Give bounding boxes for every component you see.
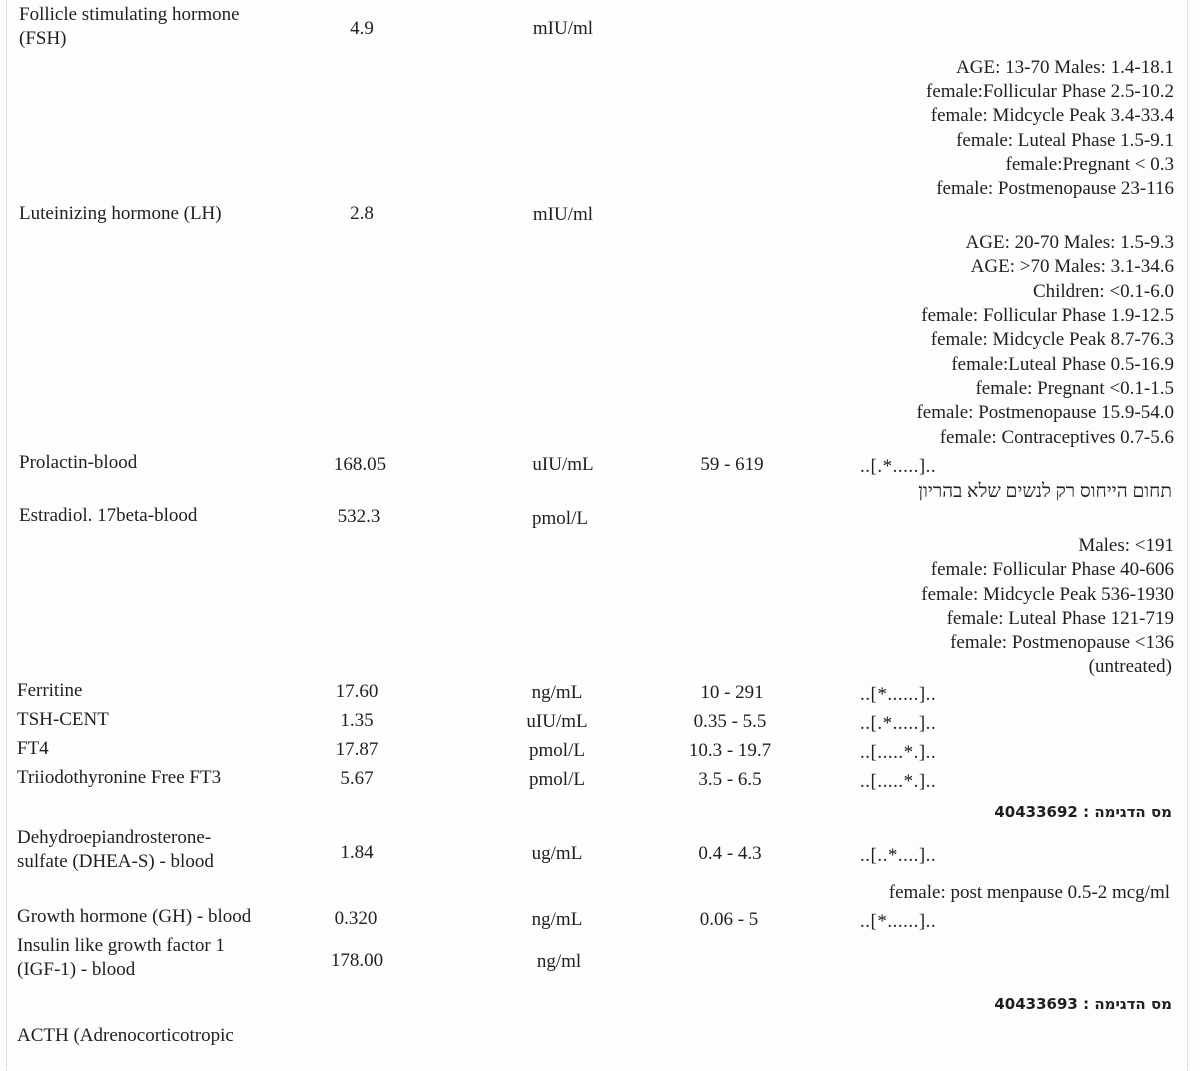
test-value-ferritine: 17.60 (335, 681, 379, 702)
test-name-igf: Insulin like growth factor 1 (17, 935, 225, 956)
test-value-fsh: 4.9 (350, 18, 374, 39)
test-value-gh: 0.320 (334, 908, 378, 929)
test-unit-igf: ng/ml (536, 951, 582, 972)
test-unit-ft4: pmol/L (529, 740, 585, 761)
test-flag-ft4: ..[.....*.].. (860, 742, 937, 763)
test-range-tsh: 0.35 - 5.5 (693, 711, 767, 732)
ref-line: Children: <0.1-6.0 (1032, 281, 1174, 302)
sample-number-1: מס הדגימה : 40433692 (994, 803, 1172, 821)
test-flag-dheas: ..[..*....].. (860, 845, 937, 866)
ref-line: female: Follicular Phase 1.9-12.5 (921, 305, 1174, 326)
ref-line: female: Midcycle Peak 536-1930 (921, 584, 1174, 605)
test-flag-prolactin: ..[.*.....].. (860, 456, 937, 477)
test-flag-tsh: ..[.*.....].. (860, 713, 937, 734)
test-name-ferritine: Ferritine (17, 680, 83, 701)
test-value-lh: 2.8 (350, 203, 374, 224)
sample-number-2: מס הדגימה : 40433693 (994, 995, 1172, 1013)
ref-line: AGE: >70 Males: 3.1-34.6 (970, 256, 1174, 277)
scan-edge-left (6, 0, 7, 1071)
test-unit-dheas: ug/mL (531, 843, 583, 864)
test-name-lh: Luteinizing hormone (LH) (19, 203, 222, 224)
prolactin-note: תחום הייחוס רק לנשים שלא בהריון (918, 481, 1172, 502)
test-unit-fsh: mIU/ml (532, 18, 594, 39)
test-name-tsh: TSH-CENT (17, 709, 109, 730)
test-value-tsh: 1.35 (340, 710, 374, 731)
ref-line: female: Midcycle Peak 8.7-76.3 (930, 329, 1174, 350)
test-unit-prolactin: uIU/mL (532, 454, 594, 475)
test-name-acth: ACTH (Adrenocorticotropic (17, 1025, 234, 1046)
ref-line: Males: <191 (1078, 535, 1174, 556)
ref-line: AGE: 20-70 Males: 1.5-9.3 (965, 232, 1174, 253)
test-unit-ferritine: ng/mL (531, 682, 583, 703)
ref-line: female: Pregnant <0.1-1.5 (975, 378, 1174, 399)
test-name-ft4: FT4 (17, 738, 49, 759)
ref-line: female:Follicular Phase 2.5-10.2 (926, 81, 1174, 102)
ref-line: AGE: 13-70 Males: 1.4-18.1 (956, 57, 1174, 78)
test-range-dheas: 0.4 - 4.3 (698, 843, 762, 864)
test-range-gh: 0.06 - 5 (699, 909, 759, 930)
ref-line: (untreated) (1088, 656, 1172, 677)
ref-line: female: Contraceptives 0.7-5.6 (939, 427, 1174, 448)
test-unit-lh: mIU/ml (532, 204, 594, 225)
test-value-estradiol: 532.3 (337, 506, 381, 527)
test-name-igf-line2: (IGF-1) - blood (17, 959, 136, 980)
test-unit-gh: ng/mL (531, 909, 583, 930)
scan-edge-right (1187, 0, 1188, 1071)
test-name-fsh-line2: (FSH) (19, 28, 67, 49)
test-value-igf: 178.00 (330, 950, 384, 971)
test-name-fsh: Follicle stimulating hormone (19, 4, 240, 25)
test-name-estradiol: Estradiol. 17beta-blood (19, 505, 198, 526)
test-range-prolactin: 59 - 619 (700, 454, 764, 475)
test-value-ft4: 17.87 (335, 739, 379, 760)
test-unit-estradiol: pmol/L (532, 508, 588, 529)
ref-line: female:Luteal Phase 0.5-16.9 (951, 354, 1174, 375)
ref-line: female: Luteal Phase 1.5-9.1 (956, 130, 1174, 151)
test-flag-ft3: ..[.....*.].. (860, 771, 937, 792)
test-name-gh: Growth hormone (GH) - blood (17, 906, 252, 927)
test-flag-ferritine: ..[*......].. (860, 684, 937, 705)
ref-line: female: Midcycle Peak 3.4-33.4 (930, 105, 1174, 126)
test-flag-gh: ..[*......].. (860, 911, 937, 932)
ref-line: female:Pregnant < 0.3 (1005, 154, 1174, 175)
test-unit-tsh: uIU/mL (526, 711, 588, 732)
ref-line: female: Postmenopause 15.9-54.0 (916, 402, 1174, 423)
test-name-dheas-line2: sulfate (DHEA-S) - blood (17, 851, 214, 872)
ref-line: female: Postmenopause <136 (950, 632, 1174, 653)
test-value-dheas: 1.84 (340, 842, 374, 863)
test-name-prolactin: Prolactin-blood (19, 452, 138, 473)
test-name-ft3: Triiodothyronine Free FT3 (17, 767, 222, 788)
ref-line: female: Follicular Phase 40-606 (930, 559, 1174, 580)
test-range-ft4: 10.3 - 19.7 (688, 740, 772, 761)
ref-line-dheas: female: post menpause 0.5-2 mcg/ml (888, 882, 1170, 903)
test-range-ferritine: 10 - 291 (700, 682, 764, 703)
ref-line: female: Postmenopause 23-116 (936, 178, 1174, 199)
test-name-dheas: Dehydroepiandrosterone- (17, 827, 212, 848)
test-unit-ft3: pmol/L (529, 769, 585, 790)
ref-line: female: Luteal Phase 121-719 (946, 608, 1174, 629)
test-value-prolactin: 168.05 (333, 454, 387, 475)
test-range-ft3: 3.5 - 6.5 (698, 769, 762, 790)
test-value-ft3: 5.67 (340, 768, 374, 789)
